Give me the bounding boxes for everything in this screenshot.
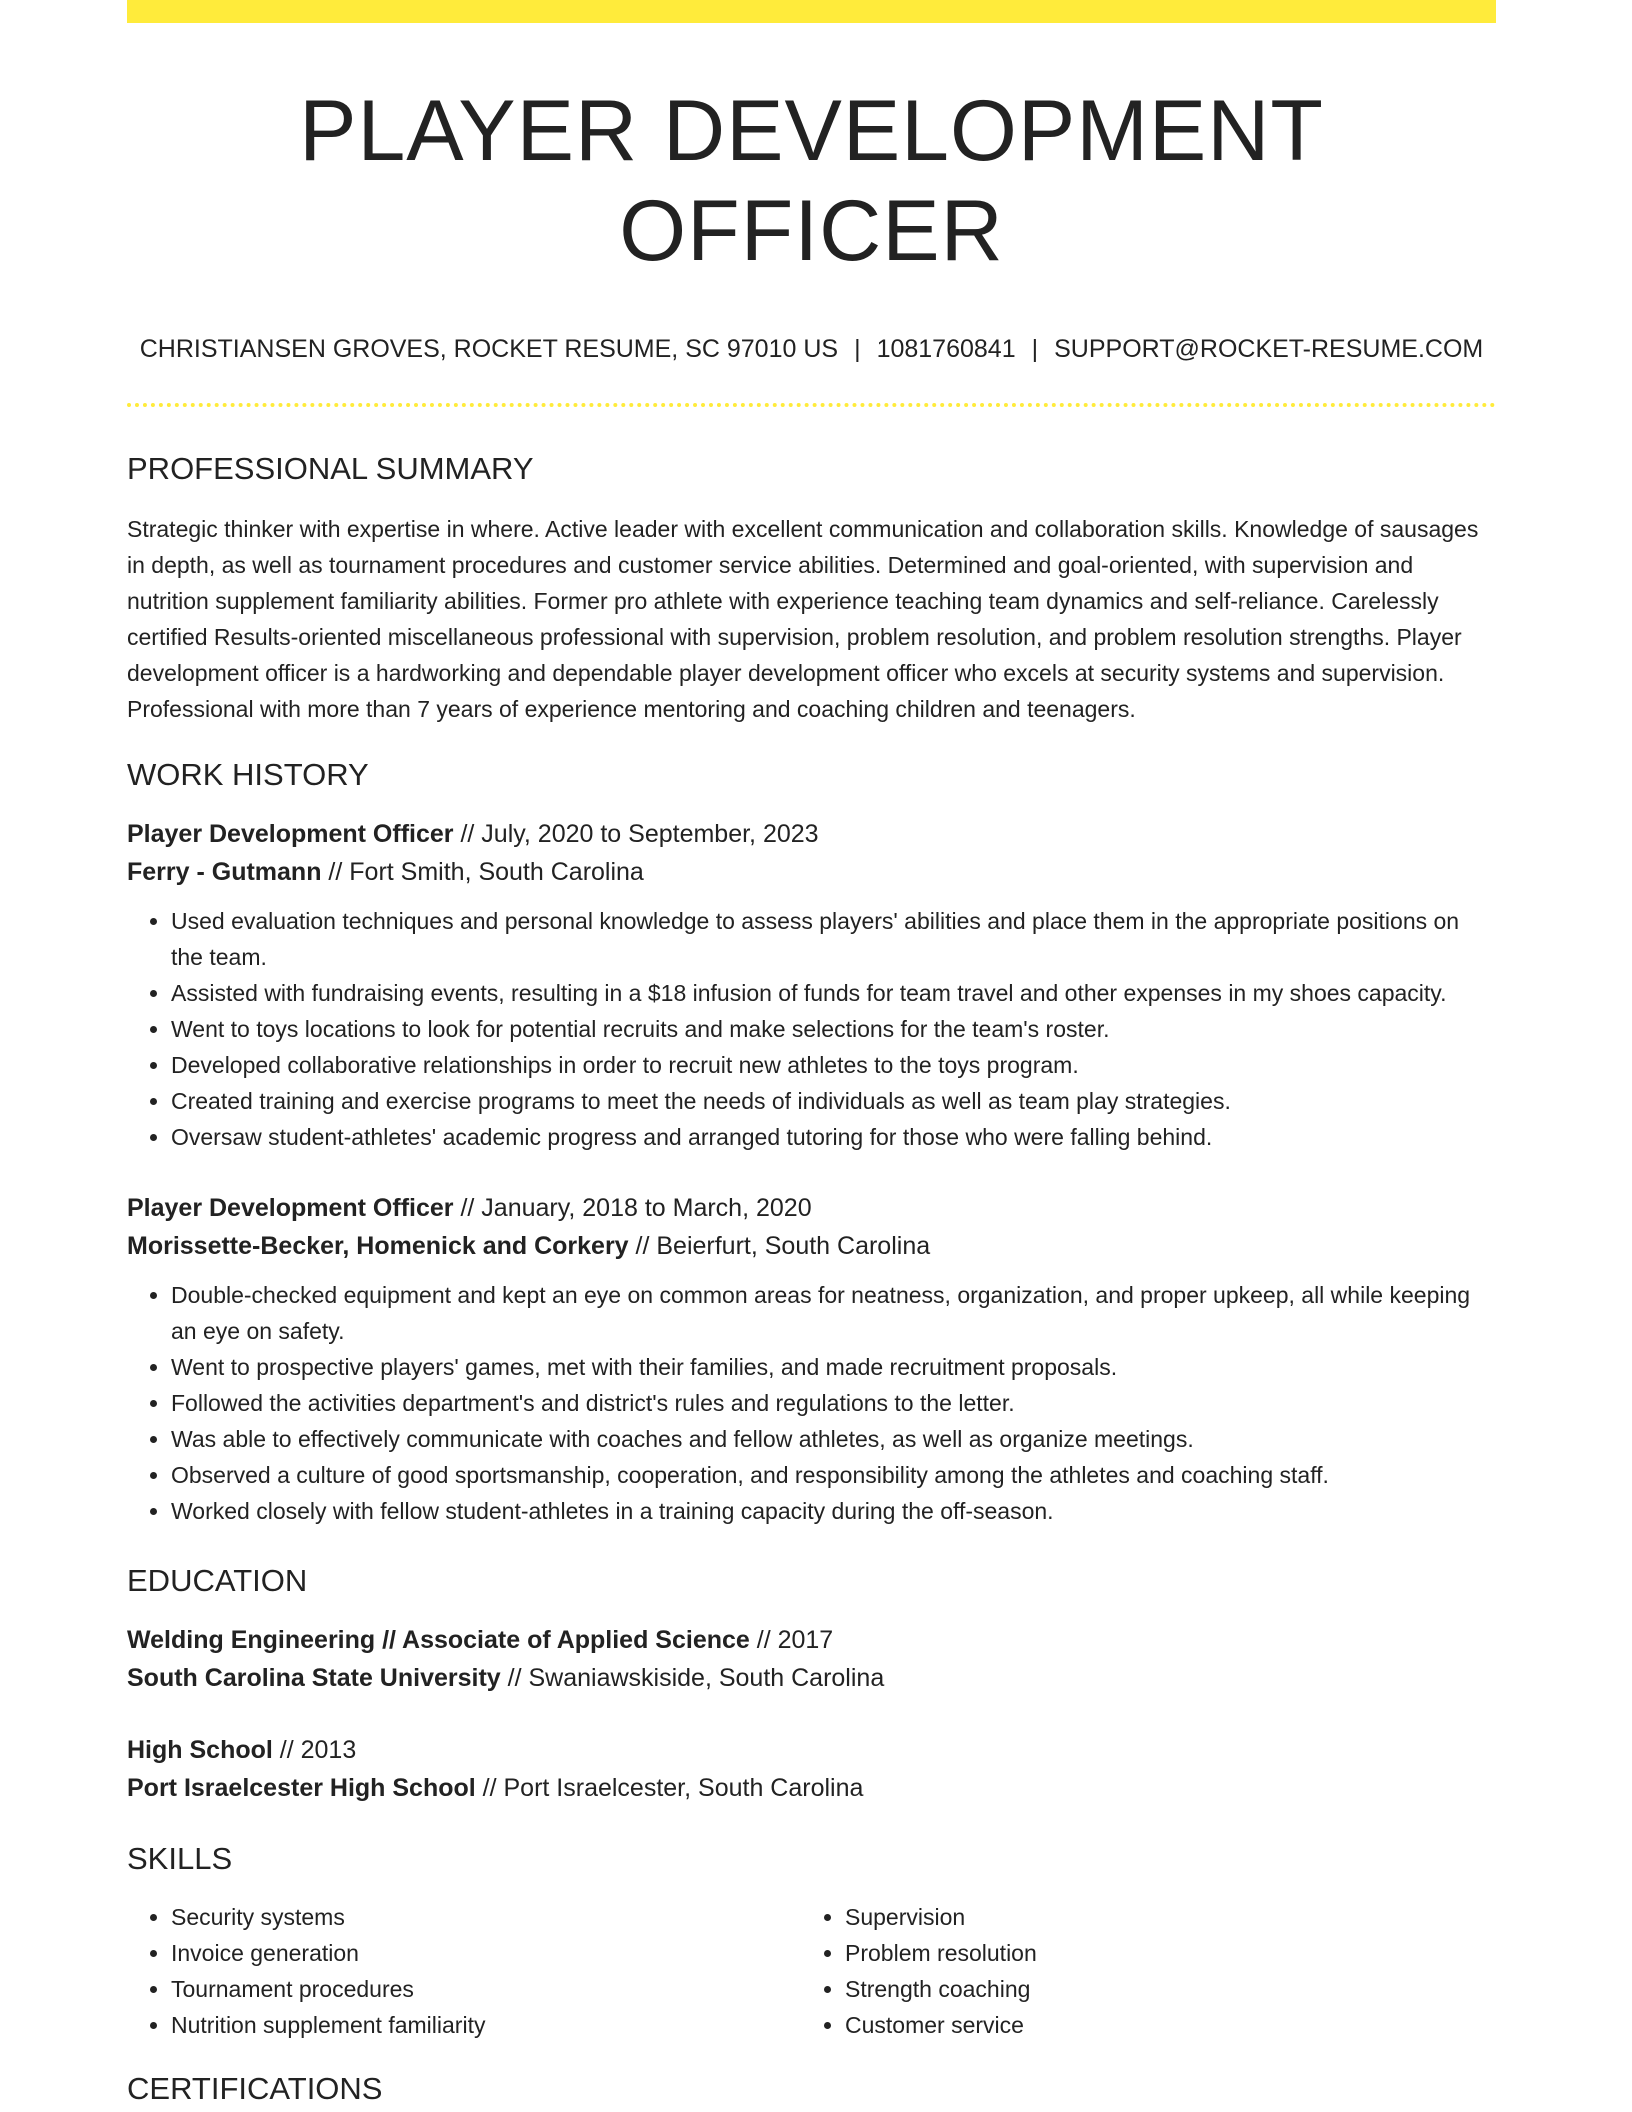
education-degree: High School — [127, 1736, 273, 1764]
job-position: Player Development Officer — [127, 1194, 454, 1222]
education-school: Port Israelcester High School — [127, 1774, 476, 1802]
job-bullet: • Went to prospective players' games, met with their families, and made recruitment proposals. — [171, 1349, 1496, 1385]
skill-item: • Invoice generation — [171, 1935, 801, 1971]
education-degree-line — [127, 1621, 1496, 1659]
job-bullet: • Worked closely with fellow student-athletes in a training capacity during the off-season. — [171, 1493, 1496, 1529]
job-dates: // July, 2020 to September, 2023 — [453, 820, 819, 848]
education-school-line — [127, 1659, 1496, 1697]
job-bullet: • Created training and exercise programs to meet the needs of individuals as well as team play strategies. — [171, 1083, 1496, 1119]
resume-name-title: PLAYER DEVELOPMENT OFFICER — [299, 83, 1324, 279]
skills-column-right — [801, 1899, 1475, 2043]
job-bullet: • Developed collaborative relationships in order to recruit new athletes to the toys program. — [171, 1047, 1496, 1083]
section-title-certifications: CERTIFICATIONS — [127, 2071, 383, 2106]
contact-line — [127, 333, 1496, 365]
section-title-work-history: WORK HISTORY — [127, 757, 369, 792]
education-location: // Port Israelcester, South Carolina — [475, 1774, 864, 1802]
education-school-line — [127, 1769, 1496, 1807]
job-bullet: • Assisted with fundraising events, resulting in a $18 infusion of funds for team travel and other expenses in my shoes capacity. — [171, 975, 1496, 1011]
section-title-summary: PROFESSIONAL SUMMARY — [127, 451, 534, 486]
education-entry — [127, 1621, 1496, 1697]
skill-item: • Customer service — [845, 2007, 1475, 2043]
education-school: South Carolina State University — [127, 1664, 501, 1692]
job-bullet: • Went to toys locations to look for potential recruits and make selections for the team's roster. — [171, 1011, 1496, 1047]
contact-separator: | — [854, 335, 861, 363]
job-location: // Beierfurt, South Carolina — [628, 1232, 931, 1260]
section-title-skills: SKILLS — [127, 1841, 233, 1876]
skill-item: • Tournament procedures — [171, 1971, 801, 2007]
job-title-line — [127, 815, 1496, 853]
job-bullet: • Observed a culture of good sportsmanship, cooperation, and responsibility among the athletes and coaching staff. — [171, 1457, 1496, 1493]
job-bullets — [127, 1277, 1496, 1529]
skill-item: • Supervision — [845, 1899, 1475, 1935]
skill-item: • Strength coaching — [845, 1971, 1475, 2007]
contact-separator: | — [1031, 335, 1039, 363]
skill-item: • Nutrition supplement familiarity — [171, 2007, 801, 2043]
job-bullet: • Double-checked equipment and kept an eye on common areas for neatness, organization, and proper upkeep, all while keeping an eye on safety. — [171, 1277, 1496, 1349]
resume-content — [127, 23, 1496, 2107]
job-title-line — [127, 1189, 1496, 1227]
job-bullets — [127, 903, 1496, 1155]
contact-address: CHRISTIANSEN GROVES, ROCKET RESUME, SC 97010 US — [139, 335, 839, 363]
skill-item: • Problem resolution — [845, 1935, 1475, 1971]
contact-phone: 1081760841 — [876, 335, 1016, 363]
job-company: Ferry - Gutmann — [127, 858, 322, 886]
skill-item: • Security systems — [171, 1899, 801, 1935]
job-bullet: • Used evaluation techniques and personal knowledge to assess players' abilities and place them in the appropriate positions on the team. — [171, 903, 1496, 975]
job-location: // Fort Smith, South Carolina — [321, 858, 644, 886]
job-dates: // January, 2018 to March, 2020 — [453, 1194, 812, 1222]
skills-column-left — [127, 1899, 801, 2043]
job-bullet: • Was able to effectively communicate with coaches and fellow athletes, as well as organize meetings. — [171, 1421, 1496, 1457]
job-entry — [127, 815, 1496, 1155]
job-position: Player Development Officer — [127, 820, 454, 848]
top-accent-bar — [127, 0, 1496, 23]
job-company-line — [127, 1227, 1496, 1265]
skills-grid — [127, 1899, 1496, 2043]
education-year: // 2013 — [272, 1736, 357, 1764]
job-bullet: • Oversaw student-athletes' academic progress and arranged tutoring for those who were falling behind. — [171, 1119, 1496, 1155]
education-degree-line — [127, 1731, 1496, 1769]
education-location: // Swaniawskiside, South Carolina — [500, 1664, 885, 1692]
job-bullet: • Followed the activities department's and district's rules and regulations to the letter. — [171, 1385, 1496, 1421]
job-company: Morissette-Becker, Homenick and Corkery — [127, 1232, 629, 1260]
job-company-line — [127, 853, 1496, 891]
contact-email: SUPPORT@ROCKET-RESUME.COM — [1054, 335, 1484, 363]
job-entry — [127, 1189, 1496, 1529]
education-degree: Welding Engineering // Associate of Applied Science — [127, 1626, 750, 1654]
summary-text: Strategic thinker with expertise in where. Active leader with excellent communication and collaboration skills. Knowledge of sausages in depth, as well as tournament procedures and customer service abilities. Determined and goal-oriented, with supervision and nutrition supplement familiarity abilities. Former pro athlete with experience teaching team dynamics and self-reliance. Carelessly certified Results-oriented miscellaneous professional with supervision, problem resolution, and problem resolution strengths. Player development officer is a hardworking and dependable player development officer who excels at security systems and supervision. Professional with more than 7 years of experience mentoring and coaching children and teenagers. — [127, 516, 1479, 722]
section-title-education: EDUCATION — [127, 1563, 308, 1598]
dotted-divider — [127, 403, 1496, 407]
education-entry — [127, 1731, 1496, 1807]
education-year: // 2017 — [749, 1626, 834, 1654]
